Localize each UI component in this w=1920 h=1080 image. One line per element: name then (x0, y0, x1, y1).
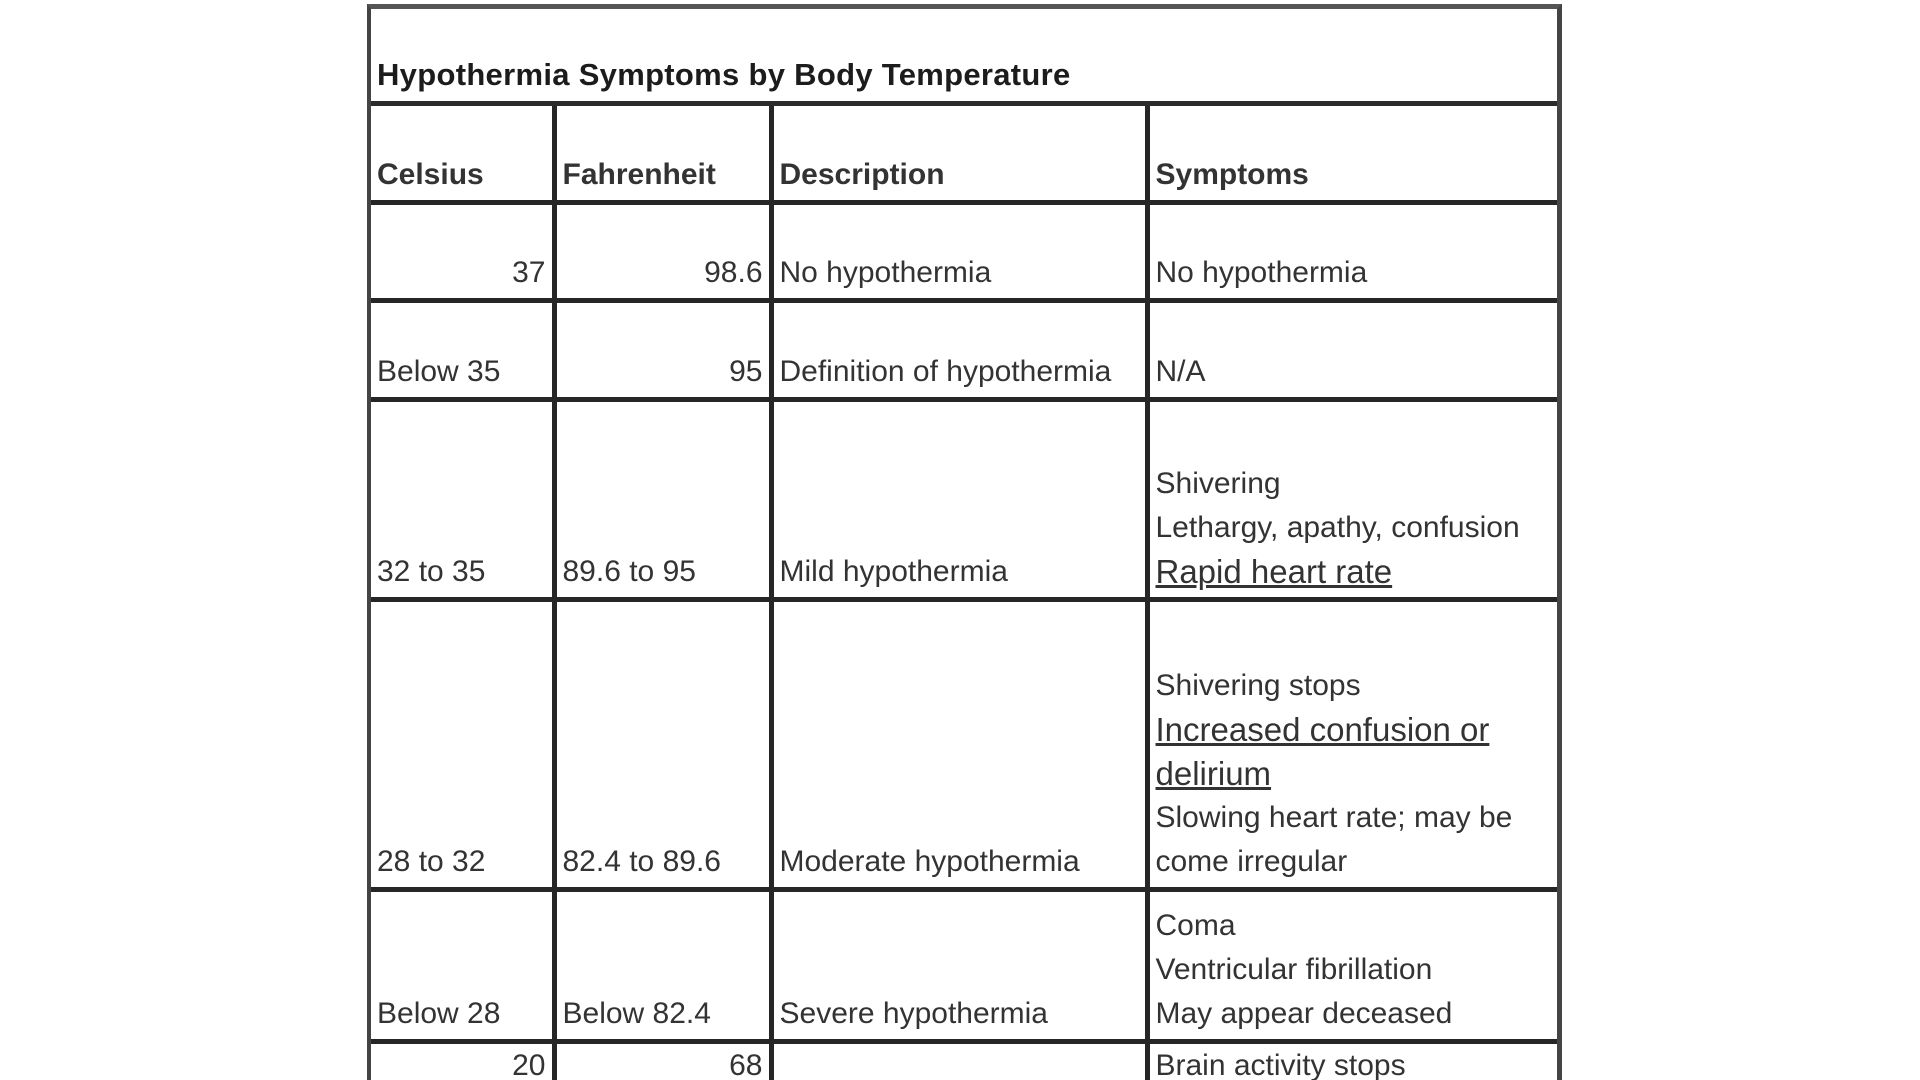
cell-symptoms (1147, 399, 1557, 599)
table-title: Hypothermia Symptoms by Body Temperature (377, 57, 1071, 92)
cell-symptoms (1147, 1041, 1557, 1080)
cell-symptoms (1147, 889, 1557, 1041)
hypothermia-table-sheet (367, 4, 1562, 1080)
cell-description: Moderate hypothermia (771, 599, 1147, 889)
symptom-item: Slowing heart rate; may be come irregular (1155, 800, 1513, 878)
header-fahrenheit: Fahrenheit (554, 106, 771, 202)
header-symptoms: Symptoms (1147, 106, 1557, 202)
symptom-item: Coma (1155, 908, 1236, 942)
table-row (371, 889, 1557, 1041)
symptom-item: N/A (1155, 354, 1206, 388)
table-row (371, 300, 1557, 399)
cell-description (771, 1041, 1147, 1080)
symptom-item: Shivering (1155, 466, 1281, 500)
symptom-link[interactable]: Rapid heart rate (1155, 552, 1393, 590)
table-row (371, 399, 1557, 599)
cell-fahrenheit: 89.6 to 95 (554, 399, 771, 599)
header-celsius: Celsius (371, 106, 554, 202)
symptom-item: Brain activity stops (1155, 1048, 1406, 1080)
cell-celsius: 28 to 32 (371, 599, 554, 889)
cell-celsius: 37 (371, 202, 554, 300)
cell-symptoms (1147, 202, 1557, 300)
cell-description: Definition of hypothermia (771, 300, 1147, 399)
hypothermia-table (371, 106, 1557, 1080)
symptom-link[interactable]: Increased confusion or delirium (1155, 710, 1490, 792)
symptom-item: May appear deceased (1155, 996, 1453, 1030)
cell-description: Severe hypothermia (771, 889, 1147, 1041)
header-description: Description (771, 106, 1147, 202)
cell-symptoms (1147, 300, 1557, 399)
title-row (371, 9, 1557, 106)
header-row (371, 106, 1557, 202)
cell-fahrenheit: 68 (554, 1041, 771, 1080)
cell-celsius: 20 (371, 1041, 554, 1080)
table-row (371, 1041, 1557, 1080)
table-row (371, 202, 1557, 300)
cell-celsius: Below 35 (371, 300, 554, 399)
cell-fahrenheit: 98.6 (554, 202, 771, 300)
cell-fahrenheit: 95 (554, 300, 771, 399)
cell-celsius: 32 to 35 (371, 399, 554, 599)
symptom-item: Shivering stops (1155, 668, 1361, 702)
cell-celsius: Below 28 (371, 889, 554, 1041)
table-row (371, 599, 1557, 889)
symptom-item: Lethargy, apathy, confusion (1155, 510, 1520, 544)
cell-fahrenheit: 82.4 to 89.6 (554, 599, 771, 889)
cell-description: No hypothermia (771, 202, 1147, 300)
symptom-item: Ventricular fibrillation (1155, 952, 1433, 986)
cell-description: Mild hypothermia (771, 399, 1147, 599)
symptom-item: No hypothermia (1155, 255, 1368, 289)
cell-symptoms (1147, 599, 1557, 889)
cell-fahrenheit: Below 82.4 (554, 889, 771, 1041)
